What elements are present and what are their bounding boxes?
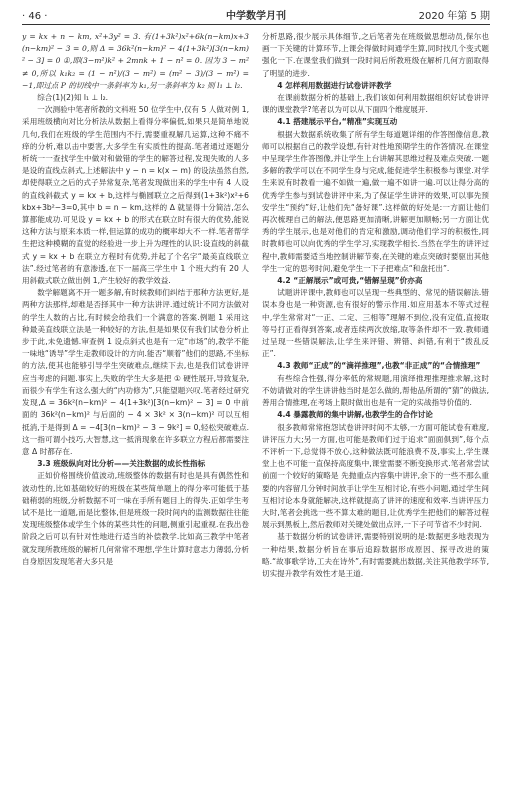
body-paragraph: 数学解题离不开一题多解,有时候教师们纠结于那种方法更好,是两种方法那样,却难是否择其中一种方法讲评.通过统计不同方法做对的学生人数的占比,有时候会给我们一个满意的答案.例题 1 采用这种最美直线联立法是一种较好的方法,但是如果仅有我们试卷分析止步于此,未免遗憾.审查例 1 设点斜式也是有一定“市场”的,教学不能一味地“诱导”学生走教师设计的方向.能否“顺着”他们的思路,不坐标的方法,使其也能够引导学生突破难点,继续下去,也是我们试卷讲评应当考虑的问题.事实上,失败的学生大多是把 ① 硬性展开,导致复杂,而很少有学生有这么强大的“内功修为”,只能望题兴叹.笔者经过研究发现,Δ = 36k²(n−km)² − 4(1+3k²)[3(n−km)² − 3] = 0 中前面的 36k²(n−km)² 与后面的 − 4 × 3k² × 3(n−km)² 可以互相抵消,于是得到 Δ = −4[3(n−km)² − 3 − 9k²] = 0,轻松突破难点.这一指可谓小技巧,大智慧,这一抵消现象在许多联立方程后都需要注意 Δ 时都存在. [22,288,249,456]
conclusion-line: 综合(1)(2)知 l₁ ⊥ l₂. [37,93,109,103]
journal-title: 中学数学月刊 [226,11,286,22]
running-header [22,10,490,25]
body-paragraph: 基于数据分析的试卷讲评,需要特别说明的是:数据更多地表现为一种结果,数据分析旨在事后追踪数据形成原因、探寻改进的策略.“故事歌学诗,工夫在诗外”,有时需要跳出数据,关注其他教学环节,切实提升教学有效性才是王道. [262,532,489,578]
body-paragraph: 很多教师常常抱怨试卷讲评时间不太够,一方面可能试卷有难度,讲评压力大;另一方面,也可能是教师们过于追求“面面俱到”,每个点不评析一下,总觉得不放心,这种做法既可能浪费不及,事实上,学生课堂上也不可能一直保持高度集中,课堂需要不断变换形式.笔者常尝试前面一个较好的策略是 先抛重点内容集中讲评,余下的一些不那么重要的内容留几分钟时间放手让学生互相讨论,有些小问题,通过学生间互相讨论本身就能解决,这样就提高了讲评的速度和效率.当讲评压力大时,笔者会挑选一些不算太难的题目,让优秀学生把他们的解答过程展示到黑板上,然后教师对关键处做出点评,一下子可节省不少时间. [262,422,489,530]
issue-label: 2020 年第 5 期 [418,11,490,22]
section-heading-4-2: 4.2 “正解展示”或可贵,“错解呈现”价亦高 [277,276,423,286]
page-number: · 46 · [22,11,48,22]
section-heading-4-1: 4.1 搭建展示平台,“精准”实现互动 [277,117,398,127]
body-paragraph: 试题讲评课中,教师也可以呈现一些典型的、常见的错误解法.错误本身也是一种资源,也有很好的警示作用.如应用基本不等式过程中,学生常常对“一正、二定、三相等”理解不到位,没有定值,直接取等号打正看得到答案,或者连续两次放缩,取等条件却不一致.教师通过呈现一些错误解法,让学生来评错、辨错、纠错,有利于“拨乱反正”. [262,288,489,359]
body-paragraph: 一次测验中笔者所教的文科班 50 位学生中,仅有 5 人做对例 1,采用班级横向对比分析法从数据上看得分率偏低,如果只是简单地说几句,我们在班级的学生范围内不行,需要重视解几运算,这种不痛不痒的分析,难以击中要害,大多学生有实质性的提高.笔者通过逐题分析统一一查找学生中做对和做错的学生的解答过程,发现失败的人多是设的直线点斜式,上述解法中 y − n = k(x − m) 的设法虽然自然,却使得联立之后的式子异常复杂,笔者发现做出来的学生中有 4 人设的直线斜截式 y = kx + b,这样与椭圆联立之后得到(1+3k²)x²+6kbx+3b²−3=0,其中 b = n − km,这样的 Δ 就显得十分简洁,怎么算都能成功.可见设 y = kx + b 的形式在联立时有很大的优势,能说这种方法与原来本质一样,但运算的成功的概率却大不一样.笔者帮学生把这种模糊的直觉的经验进一步上升为理性的认识:设直线的斜截式 y = kx + b 在联立方程时有优势,并起了个名字“最美直线联立法”.经过笔者的有意渗透,在下一届高三学生中 1 个班大约有 20 人用斜截式联立做出例 1,产生较好的教学效益. [22,105,249,286]
left-column [22,31,249,793]
section-heading-4-3: 4.3 教师“正成”的“滴祥推理”,也教“非正成”的“合情推理” [277,361,481,371]
body-paragraph: 正如价格围绕价值波动,班级整体的数据有时也是具有偶然性和波动性的,比如基础较好的班级在某些简单题上的得分率可能低于基础稍弱的班级,分析数据不可一味在手所有题目上的得失.正如学生考试不是比一道题,而是比整体,但是班级一段时间内的监测数据往往能发现班级整体或学生个体的某些共性的问题,侧重引起重视.在我出卷阶段之后可以有针对性地进行适当的补偿教学.比如高三教学中笔者就发现所教班级的解析几何常常不理想,学生计算时意志力薄弱,分析自身原因发现笔者大多只是 [22,471,249,566]
right-column [262,31,489,793]
derivation-paragraph: y = kx + n − km, x²+3y² = 3. 有(1+3k²)x²+6k(n−km)x+3(n−km)² − 3 = 0,则 Δ = 36k²(n−km)² − 4(1+3k²)[3(n−km)² − 3] = 0 ①,即(3−m²)k² + 2mnk + 1 − n² = 0. 因为 3 − m² ≠ 0,所以 k₁k₂ = (1 − n²)/(3 − m²) = (m² − 3)/(3 − m²) = −1,即过点 P 的切线中一条斜率为 k₁,另一条斜率为 k₂ 则 l₁ ⊥ l₂. [22,32,249,90]
body-paragraph: 根据大数据系统收集了所有学生每道题详细的作答图像信息,教师可以根据自己的教学设想,有针对性地预期学生的作答情况.在课堂中呈现学生作答图像,并让学生上台讲解其思维过程及难点突破.一题多解的教学可以在不同学生身与完成,能促进学生积极参与课堂.对学生来说有时教看一遍不如做一遍,做一遍不如讲一遍.可以让得分高的优秀学生参与到试卷讲评中来,为了保证学生讲评的效果,可以事先预安学生“预约”好,让他们先“备好课”.这样做的好处是:一方面让他们再次梳理自己的解法,便思路更加清晰,讲解更加顺畅;另一方面让优秀的学生展示,也是对他们的肯定和激励,调动他们学习的积极性,同时教师也可以向优秀的学生学习,实现教学相长.当然在学生的讲评过程中,教师需要适当地控制讲解节奏,在关键的难点突破时要驱出其他学生一定的思考时间,避免学生一下子把难点“和盘托出”. [262,129,489,273]
body-paragraph: 在课前数据分析的基础上,我们该如何利用数据组织好试卷讲评课的课堂教学?笔者以为可以从下面四个维度展开. [262,93,489,115]
section-heading-4-4: 4.4 暴露教师的集中讲解,也教学生的合作讨论 [277,410,433,420]
body-paragraph: 有些综合性强,得分率低的常规题,用演绎推理推理推求解,这时不妨请做对的学生讲讲他当时是怎么做的,帮他品所谓的“猜”的做法,善用合情推理,在考场上限时做出也是有一定的实战指导价值的. [262,373,489,408]
section-heading-3-3: 3.3 班级纵向对比分析——关注数据的成长性指标 [37,459,206,469]
body-paragraph: 分析思路,很少展示具体细节,之后笔者先在班级做思想动员,保尔也画一下关键的计算环节,上课会得做时间通学生算,同时找几个变式题强化一下.在课堂我们做到一段时间后所教班级在解析几何方面取得了明显的进步. [262,32,489,78]
section-heading-4: 4 怎样利用数据进行试卷讲评教学 [277,80,392,90]
